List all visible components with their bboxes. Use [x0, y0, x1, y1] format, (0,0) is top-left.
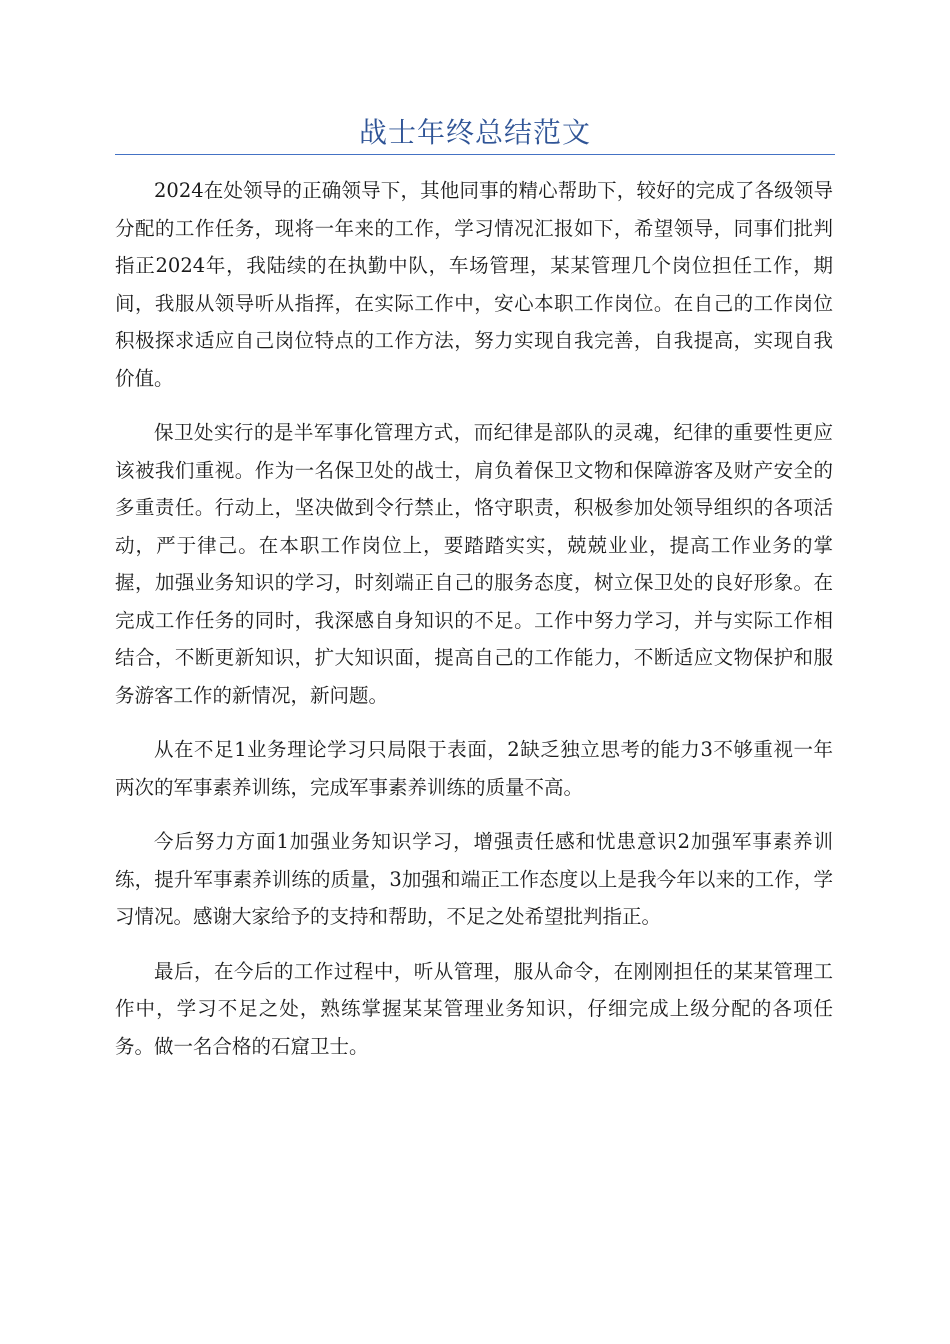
paragraph-5: 最后，在今后的工作过程中，听从管理，服从命令，在刚刚担任的某某管理工作中，学习不足之处，熟练掌握某某管理业务知识，仔细完成上级分配的各项任务。做一名合格的石窟卫士。	[115, 959, 833, 1058]
title-underline	[115, 154, 835, 155]
paragraph-3: 从在不足1业务理论学习只局限于表面，2缺乏独立思考的能力3不够重视一年两次的军事素养训练，完成军事素养训练的质量不高。	[115, 738, 833, 799]
paragraph-1: 2024在处领导的正确领导下，其他同事的精心帮助下，较好的完成了各级领导分配的工作任务，现将一年来的工作，学习情况汇报如下，希望领导，同事们批判指正2024年，我陆续的在执勤中队，车场管理，某某管理几个岗位担任工作，期间，我服从领导听从指挥，在实际工作中，安心本职工作岗位。在自己的工作岗位积极探求适应自己岗位特点的工作方法，努力实现自我完善，自我提高，实现自我价值。	[115, 179, 833, 390]
paragraph-2: 保卫处实行的是半军事化管理方式，而纪律是部队的灵魂，纪律的重要性更应该被我们重视。作为一名保卫处的战士，肩负着保卫文物和保障游客及财产安全的多重责任。行动上，坚决做到令行禁止，恪守职责，积极参加处领导组织的各项活动，严于律己。在本职工作岗位上，要踏踏实实，兢兢业业，提高工作业务的掌握，加强业务知识的学习，时刻端正自己的服务态度，树立保卫处的良好形象。在完成工作任务的同时，我深感自身知识的不足。工作中努力学习，并与实际工作相结合，不断更新知识，扩大知识面，提高自己的工作能力，不断适应文物保护和服务游客工作的新情况，新问题。	[115, 421, 833, 707]
page-title: 战士年终总结范文	[358, 116, 591, 149]
document-body	[115, 172, 833, 1082]
paragraph-4: 今后努力方面1加强业务知识学习，增强责任感和忧患意识2加强军事素养训练，提升军事素养训练的质量，3加强和端正工作态度以上是我今年以来的工作，学习情况。感谢大家给予的支持和帮助，不足之处希望批判指正。	[115, 830, 833, 928]
